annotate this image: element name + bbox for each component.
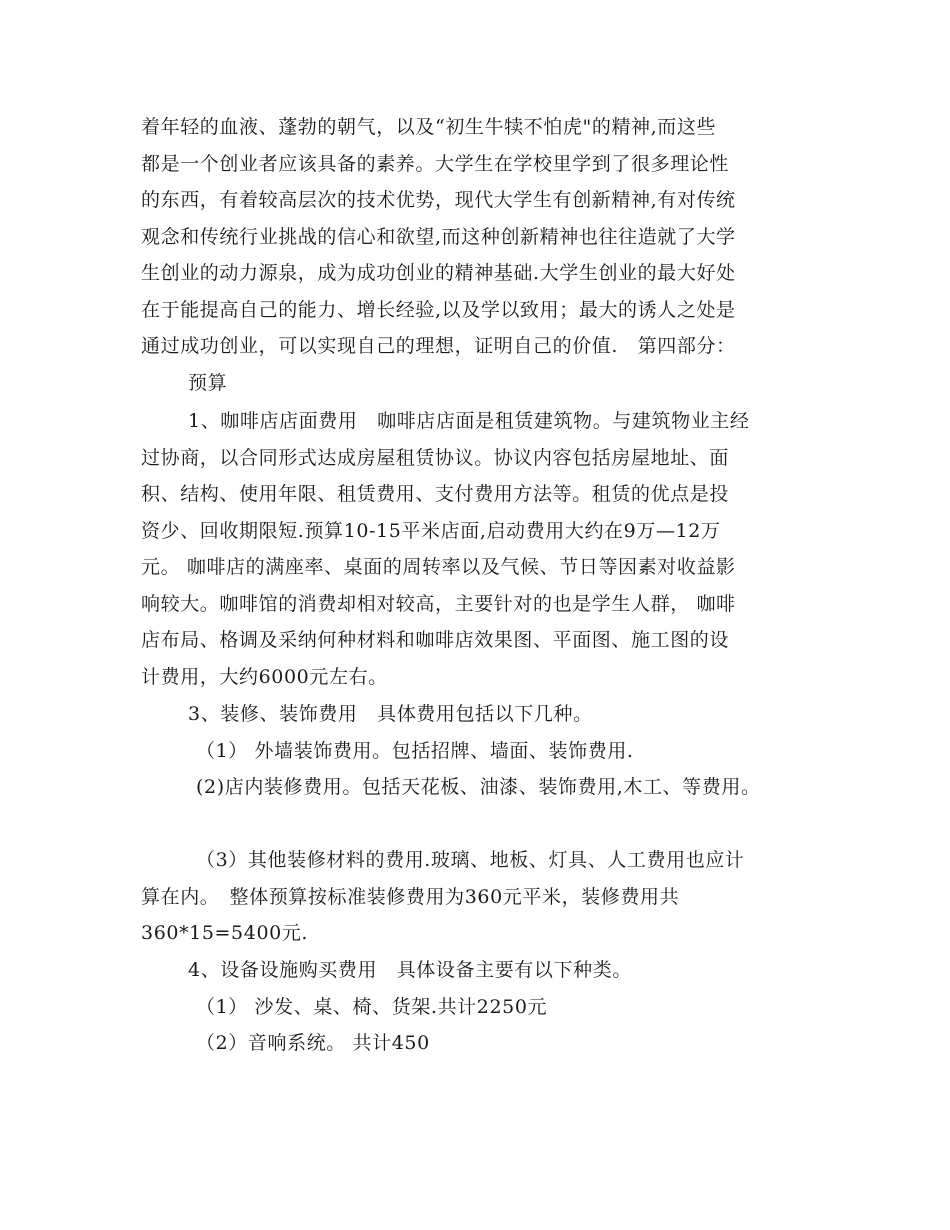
list-item: (2)店内装修费用。包括天花板、油漆、装饰费用,木工、等费用。 bbox=[196, 776, 761, 798]
paragraph-line: 资少、回收期限短.预算10-15平米店面,启动费用大约在9万—12万 bbox=[141, 520, 721, 542]
paragraph-line: 的东西，有着较高层次的技术优势，现代大学生有创新精神,有对传统 bbox=[141, 189, 736, 211]
section-heading: 预算 bbox=[188, 372, 228, 394]
paragraph-line: 生创业的动力源泉，成为成功创业的精神基础.大学生创业的最大好处 bbox=[141, 262, 736, 284]
paragraph-line: 店布局、格调及采纳何种材料和咖啡店效果图、平面图、施工图的设 bbox=[141, 629, 730, 651]
list-item: （1） 沙发、桌、椅、货架.共计2250元 bbox=[196, 996, 548, 1018]
paragraph-line: 过协商，以合同形式达成房屋租赁协议。协议内容包括房屋地址、面 bbox=[141, 447, 730, 469]
paragraph-line: 元。 咖啡店的满座率、桌面的周转率以及气候、节日等因素对收益影 bbox=[141, 556, 736, 578]
paragraph-line: 1、咖啡店店面费用 咖啡店店面是租赁建筑物。与建筑物业主经 bbox=[188, 410, 750, 432]
paragraph-line: 4、设备设施购买费用 具体设备主要有以下种类。 bbox=[188, 959, 632, 981]
paragraph-line: 通过成功创业，可以实现自己的理想，证明自己的价值. 第四部分： bbox=[141, 335, 736, 357]
paragraph-line: 响较大。咖啡馆的消费却相对较高，主要针对的也是学生人群， 咖啡 bbox=[141, 593, 736, 615]
list-item: （1） 外墙装饰费用。包括招牌、墙面、装饰费用. bbox=[196, 740, 634, 762]
list-item: （2）音响系统。 共计450 bbox=[196, 1032, 430, 1054]
paragraph-line: 观念和传统行业挑战的信心和欲望,而这种创新精神也往往造就了大学 bbox=[141, 226, 736, 248]
paragraph-line: 都是一个创业者应该具备的素养。大学生在学校里学到了很多理论性 bbox=[141, 153, 730, 175]
paragraph-line: 积、结构、使用年限、租赁费用、支付费用方法等。租赁的优点是投 bbox=[141, 483, 730, 505]
paragraph-line: 着年轻的血液、蓬勃的朝气，以及“初生牛犊不怕虎"的精神,而这些 bbox=[141, 116, 717, 138]
paragraph-line: 算在内。 整体预算按标准装修费用为360元平米，装修费用共 bbox=[141, 886, 680, 908]
paragraph-line: 3、装修、装饰费用 具体费用包括以下几种。 bbox=[188, 703, 593, 725]
paragraph-line: 在于能提高自己的能力、增长经验,以及学以致用；最大的诱人之处是 bbox=[141, 299, 736, 321]
paragraph-line: 360*15=5400元. bbox=[141, 922, 309, 944]
list-item: （3）其他装修材料的费用.玻璃、地板、灯具、人工费用也应计 bbox=[196, 849, 745, 871]
paragraph-line: 计费用，大约6000元左右。 bbox=[141, 666, 388, 688]
